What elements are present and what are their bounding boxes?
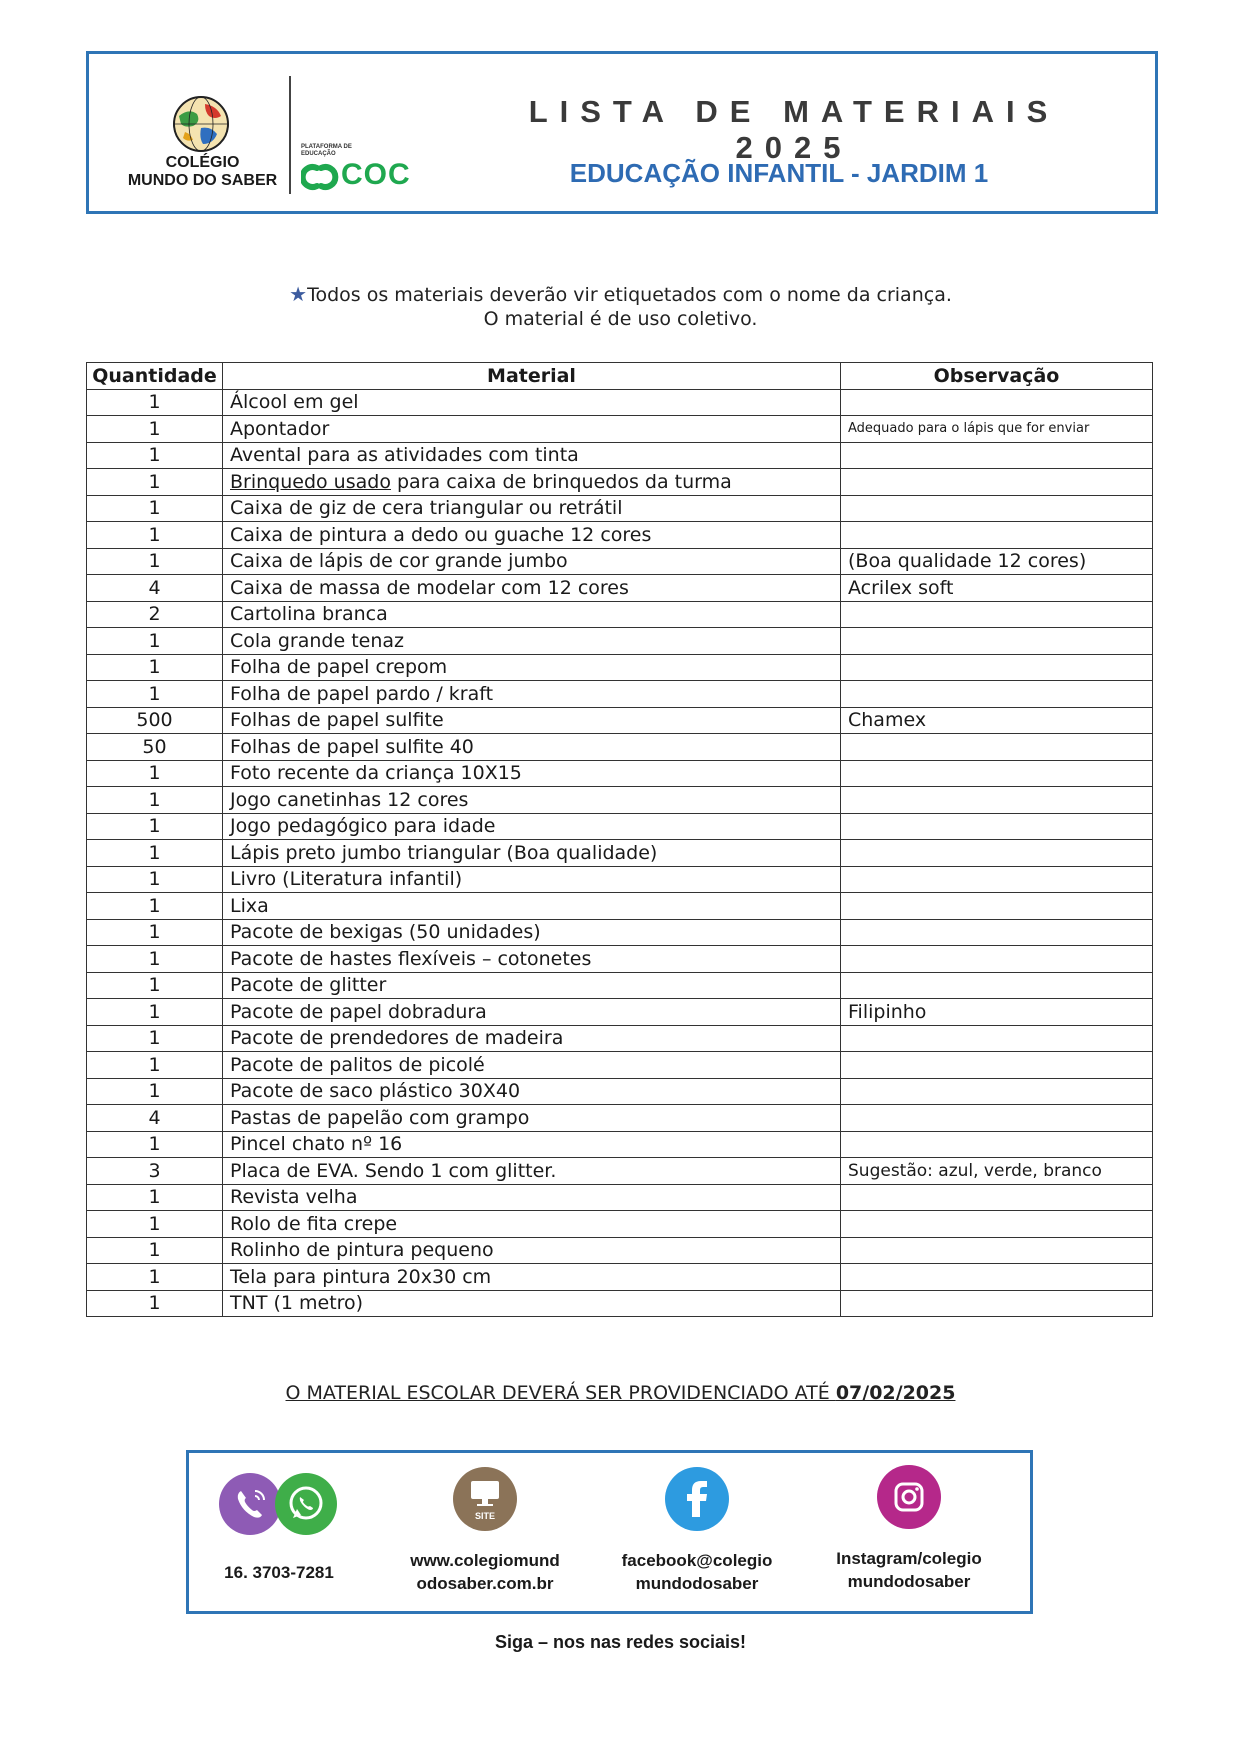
deadline-date: 07/02/2025: [835, 1382, 956, 1404]
material-text: para caixa de brinquedos da turma: [390, 470, 732, 493]
quantity-cell: 1: [87, 1131, 223, 1158]
observation-cell: [841, 601, 1153, 628]
material-cell: Livro (Literatura infantil): [223, 866, 841, 893]
quantity-cell: 1: [87, 548, 223, 575]
material-cell: Folha de papel pardo / kraft: [223, 681, 841, 708]
observation-cell: Filipinho: [841, 999, 1153, 1026]
table-row: [87, 919, 1153, 946]
site-icon-label: SITE: [474, 1511, 496, 1521]
observation-cell: Adequado para o lápis que for enviar: [841, 416, 1153, 443]
contact-box: [186, 1450, 1033, 1614]
table-row: [87, 734, 1153, 761]
material-cell: Folha de papel crepom: [223, 654, 841, 681]
quantity-cell: 1: [87, 999, 223, 1026]
material-cell: Caixa de lápis de cor grande jumbo: [223, 548, 841, 575]
school-name: [115, 154, 290, 190]
observation-cell: [841, 1237, 1153, 1264]
page-subtitle: EDUCAÇÃO INFANTIL - JARDIM 1: [569, 158, 989, 188]
table-row: [87, 416, 1153, 443]
table-row: [87, 575, 1153, 602]
quantity-cell: 1: [87, 1025, 223, 1052]
phone-number[interactable]: 16. 3703-7281: [224, 1563, 334, 1582]
follow-social-text: Siga – nos nas redes sociais!: [494, 1632, 747, 1652]
table-row: [87, 1184, 1153, 1211]
quantity-cell: 1: [87, 946, 223, 973]
table-row: [87, 840, 1153, 867]
observation-cell: [841, 469, 1153, 496]
material-cell: Placa de EVA. Sendo 1 com glitter.: [223, 1158, 841, 1185]
platform-label: PLATAFORMA DE EDUCAÇÃO: [301, 144, 352, 157]
observation-cell: [841, 866, 1153, 893]
table-row: [87, 1078, 1153, 1105]
material-cell: Cola grande tenaz: [223, 628, 841, 655]
materials-table: [86, 362, 1153, 1317]
material-cell: Álcool em gel: [223, 389, 841, 416]
table-row: [87, 1211, 1153, 1238]
observation-cell: [841, 681, 1153, 708]
observation-cell: [841, 654, 1153, 681]
table-row: [87, 707, 1153, 734]
instagram-line1: Instagram/colegio: [836, 1549, 982, 1568]
facebook-line2: mundodosaber: [635, 1574, 759, 1593]
globe-logo-icon: [171, 94, 231, 154]
table-row: [87, 946, 1153, 973]
quantity-cell: 1: [87, 1290, 223, 1317]
coc-logo-text: COC: [341, 158, 411, 191]
observation-cell: [841, 1025, 1153, 1052]
material-cell: Rolinho de pintura pequeno: [223, 1237, 841, 1264]
logo-divider: [289, 76, 291, 194]
table-row: [87, 389, 1153, 416]
quantity-cell: 1: [87, 1211, 223, 1238]
material-cell: Tela para pintura 20x30 cm: [223, 1264, 841, 1291]
material-cell: Jogo pedagógico para idade: [223, 813, 841, 840]
facebook-handle[interactable]: [597, 1549, 797, 1595]
quantity-cell: 1: [87, 840, 223, 867]
material-cell: Rolo de fita crepe: [223, 1211, 841, 1238]
header-observation: Observação: [841, 363, 1153, 390]
quantity-cell: 1: [87, 972, 223, 999]
instagram-handle[interactable]: [809, 1547, 1009, 1593]
instagram-line2: mundodosaber: [847, 1572, 971, 1591]
observation-cell: [841, 1290, 1153, 1317]
table-row: [87, 628, 1153, 655]
table-row: [87, 522, 1153, 549]
header-box: [86, 51, 1158, 214]
material-cell: Pacote de bexigas (50 unidades): [223, 919, 841, 946]
material-cell: Lápis preto jumbo triangular (Boa qualidade): [223, 840, 841, 867]
material-cell: Pacote de glitter: [223, 972, 841, 999]
material-cell: Avental para as atividades com tinta: [223, 442, 841, 469]
table-row: [87, 1025, 1153, 1052]
notice-line1: Todos os materiais deverão vir etiquetados com o nome da criança.: [307, 284, 952, 306]
facebook-line1: facebook@colegio: [621, 1551, 773, 1570]
material-cell: Foto recente da criança 10X15: [223, 760, 841, 787]
table-row: [87, 495, 1153, 522]
observation-cell: [841, 787, 1153, 814]
quantity-cell: 50: [87, 734, 223, 761]
material-cell: Pacote de papel dobradura: [223, 999, 841, 1026]
material-cell: Caixa de giz de cera triangular ou retrátil: [223, 495, 841, 522]
site-url-line2: odosaber.com.br: [416, 1574, 554, 1593]
material-cell: TNT (1 metro): [223, 1290, 841, 1317]
table-row: [87, 972, 1153, 999]
materials-body: [87, 389, 1153, 1317]
table-row: [87, 1237, 1153, 1264]
material-cell: Pincel chato nº 16: [223, 1131, 841, 1158]
school-name-line2: MUNDO DO SABER: [127, 172, 278, 189]
observation-cell: [841, 1184, 1153, 1211]
observation-cell: Chamex: [841, 707, 1153, 734]
phone-contact: [209, 1453, 349, 1603]
observation-cell: [841, 442, 1153, 469]
observation-cell: [841, 919, 1153, 946]
header-material: Material: [223, 363, 841, 390]
material-cell: Apontador: [223, 416, 841, 443]
observation-cell: [841, 946, 1153, 973]
observation-cell: [841, 972, 1153, 999]
material-cell: Pacote de hastes flexíveis – cotonetes: [223, 946, 841, 973]
observation-cell: [841, 1105, 1153, 1132]
deadline-text: O MATERIAL ESCOLAR DEVERÁ SER PROVIDENCIADO ATÉ: [285, 1382, 836, 1404]
table-row: [87, 654, 1153, 681]
table-row: [87, 469, 1153, 496]
quantity-cell: 1: [87, 760, 223, 787]
table-row: [87, 1158, 1153, 1185]
table-row: [87, 813, 1153, 840]
table-row: [87, 1264, 1153, 1291]
quantity-cell: 1: [87, 628, 223, 655]
quantity-cell: 1: [87, 442, 223, 469]
header-quantity: Quantidade: [87, 363, 223, 390]
observation-cell: Sugestão: azul, verde, branco: [841, 1158, 1153, 1185]
observation-cell: [841, 495, 1153, 522]
observation-cell: (Boa qualidade 12 cores): [841, 548, 1153, 575]
observation-cell: Acrilex soft: [841, 575, 1153, 602]
material-cell: Caixa de massa de modelar com 12 cores: [223, 575, 841, 602]
quantity-cell: 1: [87, 1184, 223, 1211]
quantity-cell: 1: [87, 416, 223, 443]
material-cell: Folhas de papel sulfite: [223, 707, 841, 734]
quantity-cell: 1: [87, 1237, 223, 1264]
quantity-cell: 1: [87, 681, 223, 708]
quantity-cell: 1: [87, 1264, 223, 1291]
quantity-cell: 1: [87, 787, 223, 814]
quantity-cell: 1: [87, 813, 223, 840]
facebook-contact: [597, 1453, 797, 1603]
quantity-cell: 1: [87, 919, 223, 946]
table-header-row: [87, 363, 1153, 390]
facebook-icon[interactable]: [665, 1467, 729, 1531]
site-contact: [385, 1453, 585, 1603]
quantity-cell: 1: [87, 654, 223, 681]
table-row: [87, 548, 1153, 575]
observation-cell: [841, 840, 1153, 867]
material-cell: Pastas de papelão com grampo: [223, 1105, 841, 1132]
table-row: [87, 1290, 1153, 1317]
table-row: [87, 893, 1153, 920]
table-row: [87, 787, 1153, 814]
observation-cell: [841, 1211, 1153, 1238]
quantity-cell: 1: [87, 1052, 223, 1079]
notice: [0, 282, 1241, 331]
quantity-cell: 1: [87, 866, 223, 893]
quantity-cell: 1: [87, 495, 223, 522]
quantity-cell: 1: [87, 522, 223, 549]
table-row: [87, 1105, 1153, 1132]
observation-cell: [841, 1052, 1153, 1079]
table-row: [87, 999, 1153, 1026]
material-cell: Caixa de pintura a dedo ou guache 12 cores: [223, 522, 841, 549]
observation-cell: [841, 1131, 1153, 1158]
observation-cell: [841, 628, 1153, 655]
material-cell: Cartolina branca: [223, 601, 841, 628]
material-cell: Folhas de papel sulfite 40: [223, 734, 841, 761]
site-url[interactable]: [385, 1549, 585, 1595]
instagram-contact: [809, 1453, 1009, 1603]
material-cell: Revista velha: [223, 1184, 841, 1211]
observation-cell: [841, 1078, 1153, 1105]
notice-line1-wrap: [0, 282, 1241, 307]
quantity-cell: 3: [87, 1158, 223, 1185]
school-logo: [115, 94, 285, 194]
phone-icon[interactable]: [219, 1473, 281, 1535]
deadline-notice: [0, 1382, 1241, 1404]
table-row: [87, 866, 1153, 893]
table-row: [87, 681, 1153, 708]
material-cell: Pacote de palitos de picolé: [223, 1052, 841, 1079]
observation-cell: [841, 813, 1153, 840]
monitor-icon[interactable]: [453, 1467, 517, 1531]
coc-symbol-icon: [301, 162, 339, 192]
observation-cell: [841, 893, 1153, 920]
material-underlined-text: Brinquedo usado: [230, 470, 391, 493]
observation-cell: [841, 734, 1153, 761]
quantity-cell: 4: [87, 575, 223, 602]
whatsapp-icon[interactable]: [275, 1473, 337, 1535]
quantity-cell: 1: [87, 389, 223, 416]
star-icon: ★: [289, 282, 308, 306]
quantity-cell: 1: [87, 469, 223, 496]
material-cell: [223, 469, 841, 496]
page-title: LISTA DE MATERIAIS 2025: [528, 94, 1060, 165]
table-row: [87, 1052, 1153, 1079]
school-name-line1: COLÉGIO: [165, 154, 240, 171]
observation-cell: [841, 389, 1153, 416]
quantity-cell: 4: [87, 1105, 223, 1132]
material-cell: Jogo canetinhas 12 cores: [223, 787, 841, 814]
table-row: [87, 1131, 1153, 1158]
material-cell: Lixa: [223, 893, 841, 920]
table-row: [87, 760, 1153, 787]
observation-cell: [841, 760, 1153, 787]
table-row: [87, 601, 1153, 628]
observation-cell: [841, 1264, 1153, 1291]
instagram-icon[interactable]: [877, 1465, 941, 1529]
table-row: [87, 442, 1153, 469]
quantity-cell: 500: [87, 707, 223, 734]
quantity-cell: 2: [87, 601, 223, 628]
observation-cell: [841, 522, 1153, 549]
site-url-line1: www.colegiomund: [410, 1551, 560, 1570]
notice-line2: O material é de uso coletivo.: [483, 308, 758, 330]
material-cell: Pacote de saco plástico 30X40: [223, 1078, 841, 1105]
material-cell: Pacote de prendedores de madeira: [223, 1025, 841, 1052]
quantity-cell: 1: [87, 1078, 223, 1105]
quantity-cell: 1: [87, 893, 223, 920]
